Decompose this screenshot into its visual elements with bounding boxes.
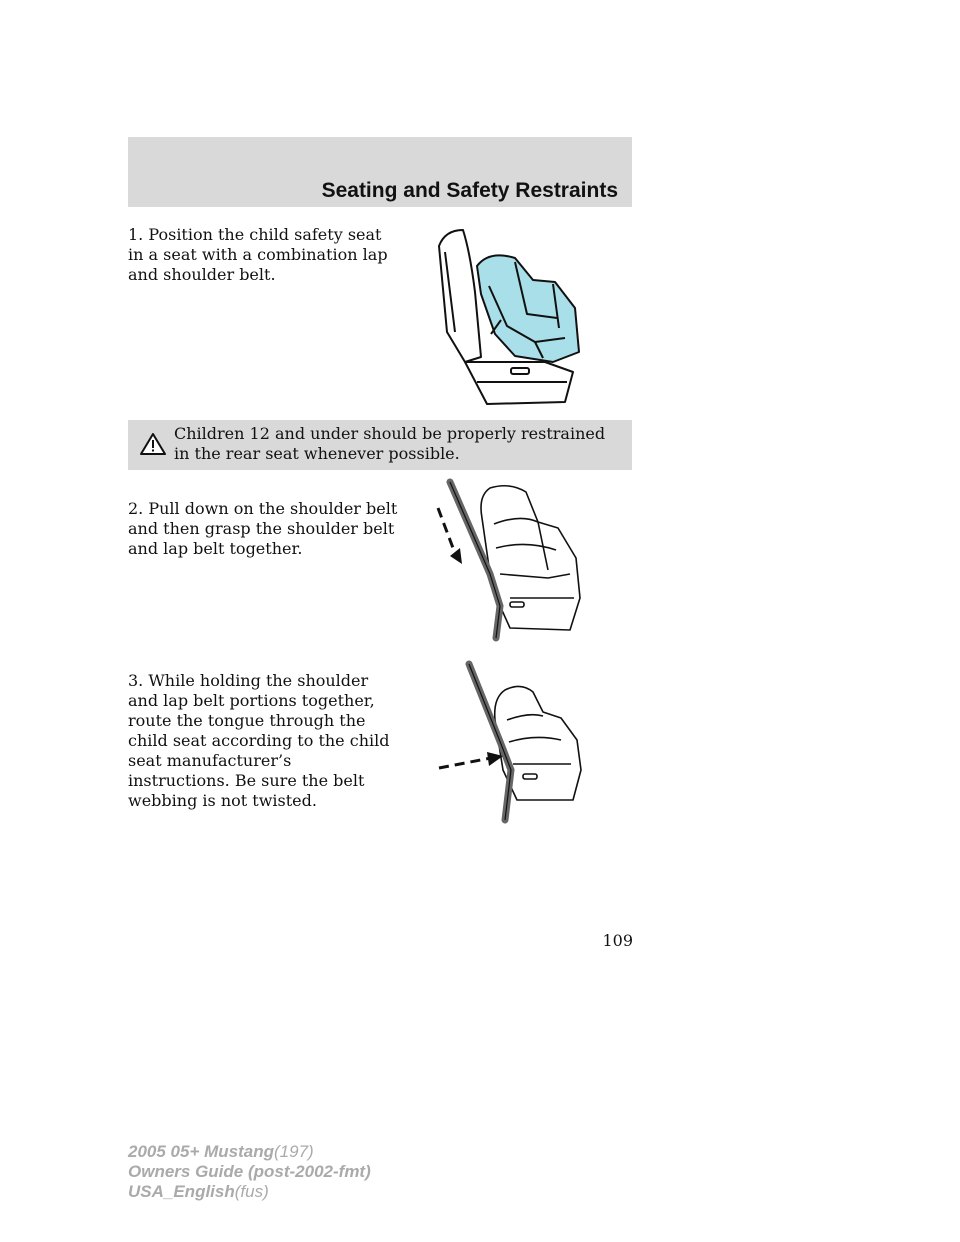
step-2-text: 2. Pull down on the shoulder belt and then grasp the shoulder belt and lap belt together.	[128, 499, 398, 558]
section-header	[128, 137, 632, 207]
step-1-text: 1. Position the child safety seat in a seat with a combination lap and shoulder belt.	[128, 225, 388, 284]
footer-model: 2005 05+ Mustang	[128, 1142, 274, 1161]
pull-shoulder-belt-illustration	[430, 478, 590, 648]
footer-language: USA_English	[128, 1182, 235, 1201]
footer-line-3	[128, 1182, 371, 1202]
warning-triangle-icon	[140, 432, 166, 456]
footer-model-code: (197)	[274, 1142, 314, 1161]
route-tongue-illustration	[435, 660, 585, 835]
section-title: Seating and Safety Restraints	[321, 179, 618, 202]
warning-text: Children 12 and under should be properly restrained in the rear seat whenever possible.	[174, 424, 606, 463]
warning-box	[128, 420, 632, 470]
footer-line-2: Owners Guide (post-2002-fmt)	[128, 1162, 371, 1181]
child-seat-illustration	[425, 222, 595, 407]
page-number: 109	[602, 931, 633, 950]
footer-language-code: (fus)	[234, 1182, 269, 1201]
footer	[128, 1142, 371, 1202]
step-3-text: 3. While holding the shoulder and lap belt portions together, route the tongue through the child seat according to the child seat manufacturer’s instructions. Be sure the belt webbing is not twisted.	[128, 671, 390, 810]
footer-line-1	[128, 1142, 371, 1162]
